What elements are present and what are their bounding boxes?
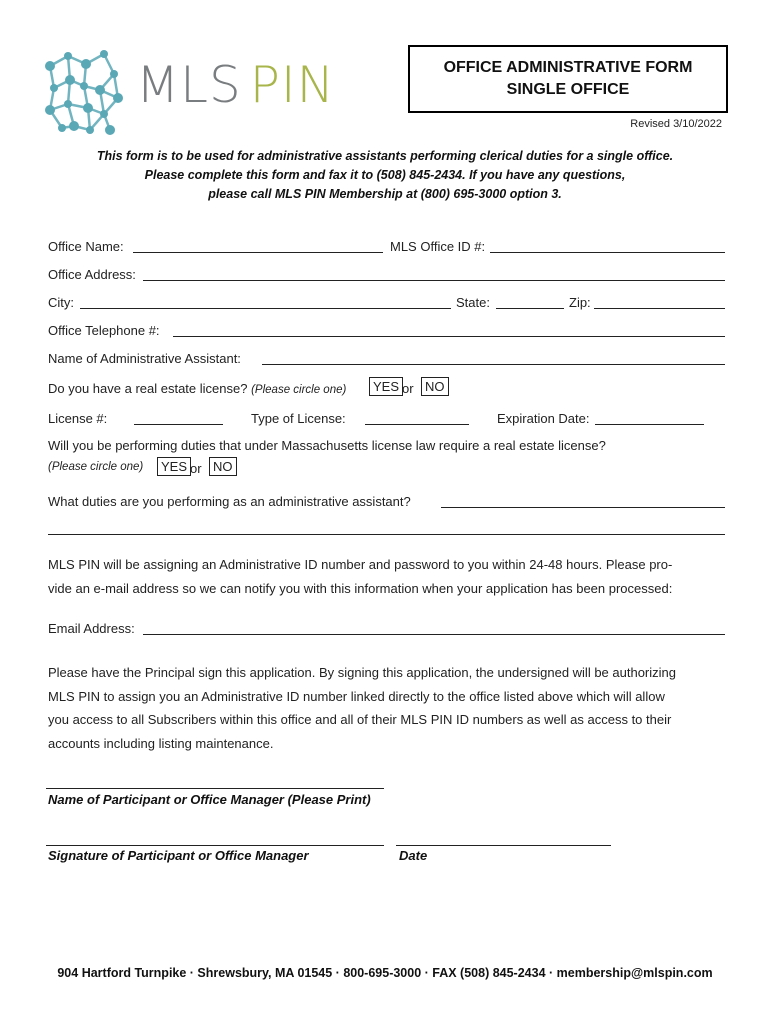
participant-signature-label: Signature of Participant or Office Manager — [48, 848, 309, 863]
license-question — [48, 381, 346, 396]
assistant-name-field[interactable] — [262, 364, 725, 365]
zip-field[interactable] — [594, 308, 725, 309]
form-title-box — [408, 45, 728, 113]
license-type-label: Type of License: — [251, 411, 346, 426]
email-field[interactable] — [143, 634, 725, 635]
license-question-text: Do you have a real estate license? — [48, 381, 248, 396]
license-number-label: License #: — [48, 411, 108, 426]
intro-line-1: This form is to be used for administrative assistants performing clerical duties for a single office. — [96, 149, 674, 163]
participant-name-label: Name of Participant or Office Manager (Please Print) — [48, 792, 371, 807]
license-number-field[interactable] — [134, 424, 223, 425]
duties-yes-option[interactable]: YES — [157, 457, 191, 476]
expiration-date-label: Expiration Date: — [497, 411, 590, 426]
license-yes-option[interactable]: YES — [369, 377, 403, 396]
assignment-line-1: MLS PIN will be assigning an Administrative ID number and password to you within 24-48 hours. Please pro- — [48, 557, 673, 572]
date-label: Date — [399, 848, 428, 863]
duties-no-option[interactable]: NO — [209, 457, 237, 476]
office-telephone-field[interactable] — [173, 336, 725, 337]
duties-performed-field-2[interactable] — [48, 534, 725, 535]
logo-mls: MLS — [136, 56, 242, 114]
city-label: City: — [48, 295, 74, 310]
office-address-field[interactable] — [143, 280, 725, 281]
intro-line-2: Please complete this form and fax it to (508) 845-2434. If you have any questions, — [144, 168, 626, 182]
participant-signature-line[interactable] — [46, 845, 384, 846]
zip-label: Zip: — [569, 295, 591, 310]
assignment-paragraph — [48, 553, 728, 600]
mls-office-id-field[interactable] — [490, 252, 725, 253]
expiration-date-field[interactable] — [595, 424, 704, 425]
network-nodes-icon — [40, 44, 128, 140]
state-label: State: — [456, 295, 490, 310]
signing-paragraph — [48, 661, 728, 755]
assistant-name-label: Name of Administrative Assistant: — [48, 351, 241, 366]
signing-line-4: accounts including listing maintenance. — [48, 735, 274, 751]
office-name-label: Office Name: — [48, 239, 124, 254]
duties-or-text: or — [190, 461, 202, 476]
footer-contact: 904 Hartford Turnpike · Shrewsbury, MA 01545 · 800-695-3000 · FAX (508) 845-2434 · membership@mlspin.com — [57, 966, 713, 980]
duties-performed-label: What duties are you performing as an administrative assistant? — [48, 494, 411, 509]
assignment-line-2: vide an e-mail address so we can notify you with this information when your application has been processed: — [48, 580, 673, 596]
duties-circle-one-hint: (Please circle one) — [48, 461, 144, 473]
participant-name-line[interactable] — [46, 788, 384, 789]
email-label: Email Address: — [48, 621, 135, 636]
office-name-field[interactable] — [133, 252, 383, 253]
circle-one-hint: (Please circle one) — [251, 384, 347, 396]
license-or-text: or — [402, 381, 414, 396]
office-address-label: Office Address: — [48, 267, 136, 282]
logo-wordmark — [136, 56, 336, 114]
signing-line-3: you access to all Subscribers within this office and all of their MLS PIN ID numbers as well as access to their — [48, 712, 672, 727]
mls-office-id-label: MLS Office ID #: — [390, 239, 486, 254]
duties-performed-field[interactable] — [441, 507, 725, 508]
form-title: OFFICE ADMINISTRATIVE FORM — [443, 59, 693, 76]
signing-line-1: Please have the Principal sign this application. By signing this application, the undersigned will be authorizing — [48, 665, 676, 680]
date-line[interactable] — [396, 845, 611, 846]
logo-pin: PIN — [249, 56, 336, 114]
license-type-field[interactable] — [365, 424, 469, 425]
state-field[interactable] — [496, 308, 564, 309]
duties-question: Will you be performing duties that under Massachusetts license law require a real estate license? — [48, 438, 606, 453]
license-no-option[interactable]: NO — [421, 377, 449, 396]
form-subtitle: SINGLE OFFICE — [506, 81, 630, 98]
office-telephone-label: Office Telephone #: — [48, 323, 160, 338]
city-field[interactable] — [80, 308, 451, 309]
signing-line-2: MLS PIN to assign you an Administrative ID number linked directly to the office listed above which will allow — [48, 688, 665, 704]
intro-line-3: please call MLS PIN Membership at (800) 695-3000 option 3. — [208, 187, 562, 201]
revised-date: Revised 3/10/2022 — [630, 118, 722, 130]
